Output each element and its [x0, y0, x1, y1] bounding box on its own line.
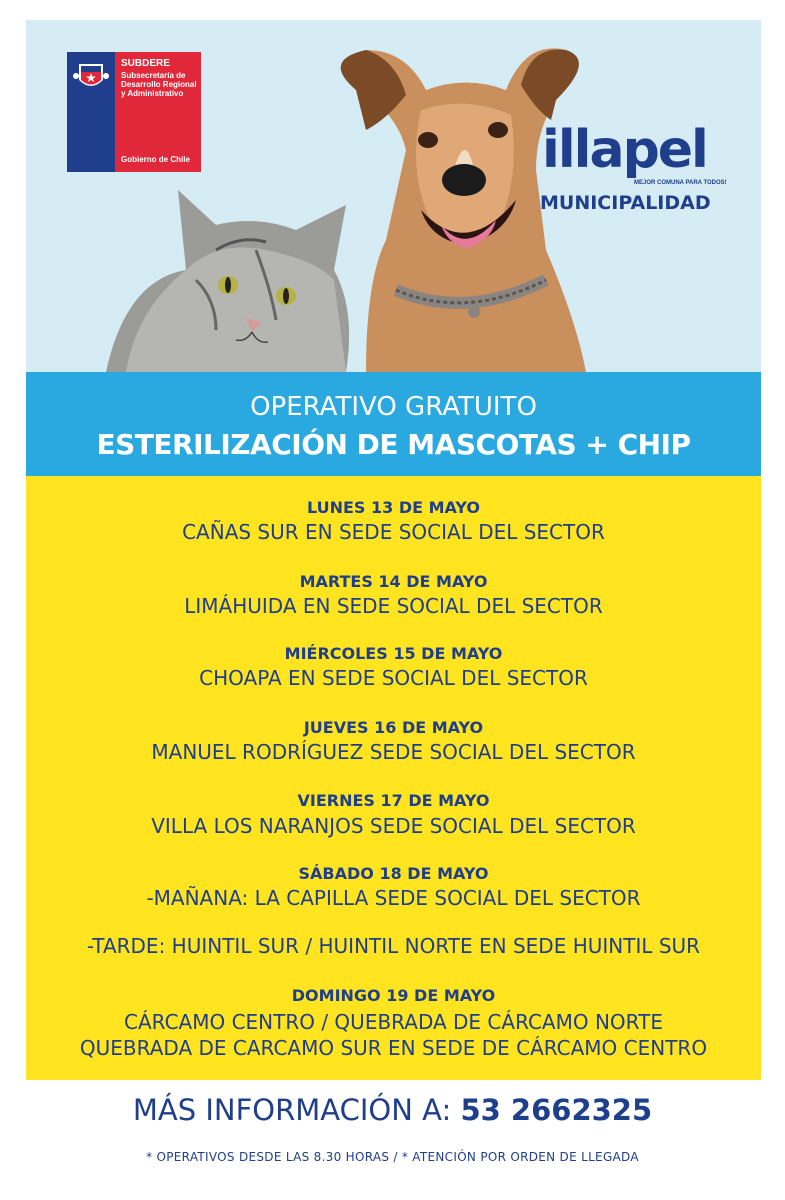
schedule-day: MARTES 14 DE MAYO	[299, 572, 488, 591]
footnote: * OPERATIVOS DESDE LAS 8.30 HORAS / * ATENCIÓN POR ORDEN DE LLEGADA	[146, 1150, 639, 1164]
schedule-place: -MAÑANA: LA CAPILLA SEDE SOCIAL DEL SECTOR	[146, 886, 641, 910]
hero-image	[26, 20, 761, 372]
title-banner	[26, 372, 761, 476]
illapel-tagline: MEJOR COMUNA PARA TODOS!	[634, 180, 727, 186]
illapel-wordmark: illapel	[542, 120, 707, 180]
schedule-day: JUEVES 16 DE MAYO	[303, 718, 484, 737]
more-info-label: MÁS INFORMACIÓN A:	[132, 1093, 461, 1127]
schedule-place: VILLA LOS NARANJOS SEDE SOCIAL DEL SECTOR	[151, 814, 636, 838]
poster	[26, 20, 761, 1080]
municipality-label: MUNICIPALIDAD	[540, 192, 711, 214]
schedule-place: CÁRCAMO CENTRO / QUEBRADA DE CÁRCAMO NORTE	[124, 1010, 663, 1034]
schedule-day: VIERNES 17 DE MAYO	[297, 791, 490, 810]
more-info	[0, 1093, 785, 1127]
schedule-place: CHOAPA EN SEDE SOCIAL DEL SECTOR	[199, 666, 588, 690]
cat-image	[106, 190, 349, 372]
schedule-panel	[26, 476, 761, 1080]
banner-line-2: ESTERILIZACIÓN DE MASCOTAS + CHIP	[96, 428, 691, 461]
schedule-place-2: QUEBRADA DE CARCAMO SUR EN SEDE DE CÁRCAMO CENTRO	[79, 1036, 708, 1060]
schedule-day: DOMINGO 19 DE MAYO	[291, 986, 496, 1005]
schedule-place: MANUEL RODRÍGUEZ SEDE SOCIAL DEL SECTOR	[151, 740, 636, 764]
schedule-day: LUNES 13 DE MAYO	[306, 498, 481, 517]
subdere-subtitle: Subsecretaría de Desarrollo Regional y Administrativo	[121, 71, 197, 98]
schedule-day: SÁBADO 18 DE MAYO	[298, 864, 489, 883]
schedule-day: MIÉRCOLES 15 DE MAYO	[284, 644, 503, 663]
schedule-place-2: -TARDE: HUINTIL SUR / HUINTIL NORTE EN SEDE HUINTIL SUR	[86, 934, 701, 958]
schedule-place: LIMÁHUIDA EN SEDE SOCIAL DEL SECTOR	[184, 594, 603, 618]
subdere-name: SUBDERE	[121, 58, 170, 69]
phone-number: 53 2662325	[460, 1093, 653, 1127]
illapel-logo	[534, 120, 734, 220]
subdere-gov-label: Gobierno de Chile	[121, 155, 190, 164]
schedule-place: CAÑAS SUR EN SEDE SOCIAL DEL SECTOR	[182, 520, 605, 544]
banner-line-1: OPERATIVO GRATUITO	[250, 392, 537, 422]
